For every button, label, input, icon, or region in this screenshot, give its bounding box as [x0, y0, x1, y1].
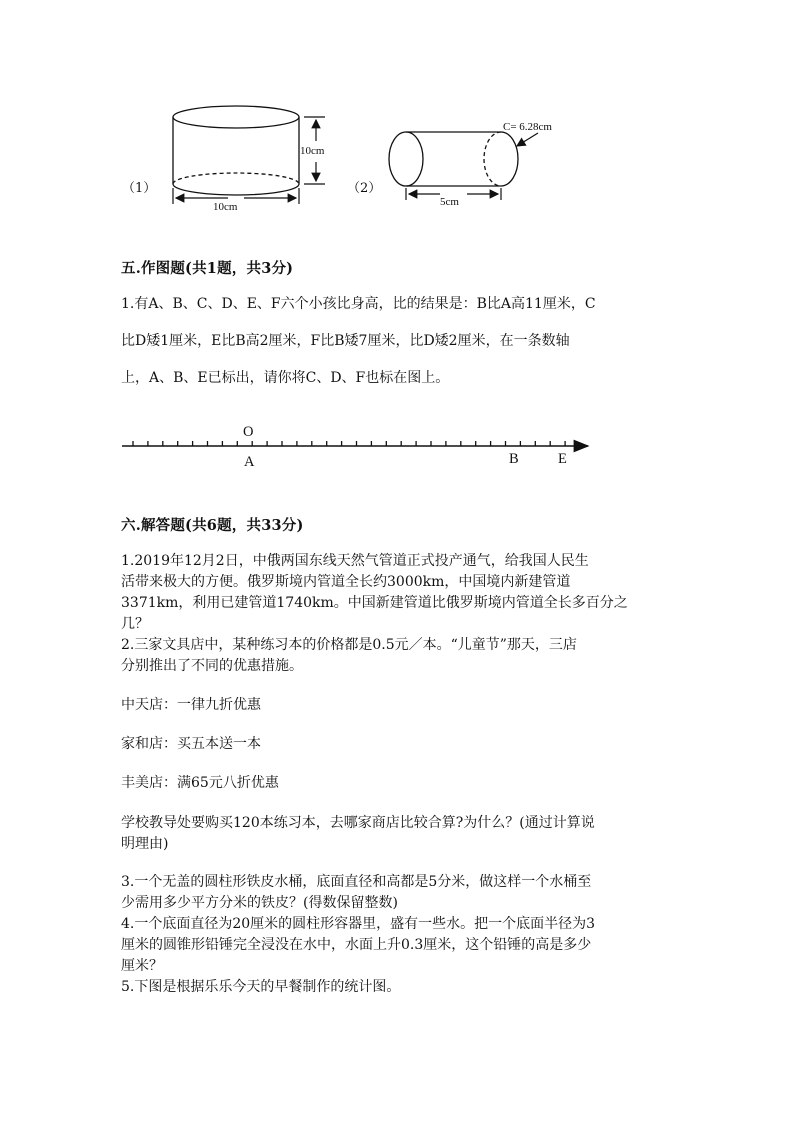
figure-2-circumference-label: C= 6.28cm	[503, 121, 552, 133]
question-line: 比D矮1厘米，E比B高2厘米，F比B矮7厘米，比D矮2厘米，在一条数轴	[121, 333, 570, 349]
question-line: 少需用多少平方分米的铁皮？(得数保留整数)	[121, 895, 398, 911]
figure-2-label: （2）	[347, 181, 382, 196]
number-line	[0, 420, 794, 460]
question-line: 明理由)	[121, 836, 169, 852]
question-line: 学校教导处要购买120本练习本，去哪家商店比较合算?为什么？(通过计算说	[121, 815, 595, 831]
question-line: 分别推出了不同的优惠措施。	[121, 658, 303, 674]
point-e-label: E	[558, 451, 567, 467]
question-line: 5.下图是根据乐乐今天的早餐制作的统计图。	[121, 979, 401, 995]
section-6-questions-3-5	[121, 872, 677, 998]
section-5-title: 五.作图题(共1题，共3分)	[121, 260, 294, 277]
section-6-question-2-ask	[121, 813, 677, 855]
upright-cylinder	[173, 106, 299, 195]
question-line: 活带来极大的方便。俄罗斯境内管道全长约3000km，中国境内新建管道	[121, 574, 571, 590]
question-line: 上，A、B、E已标出，请你将C、D、F也标在图上。	[121, 370, 450, 386]
circumference-pointer	[517, 133, 538, 146]
question-line: 几？	[121, 616, 149, 632]
question-line: 1.2019年12月2日，中俄两国东线天然气管道正式投产通气，给我国人民生	[121, 553, 589, 569]
cylinder-figures	[0, 0, 794, 230]
question-line: 1.有A、B、C、D、E、F六个小孩比身高，比的结果是：B比A高11厘米，C	[121, 296, 596, 312]
section-6-question-1	[121, 551, 677, 677]
horizontal-cylinder	[389, 132, 518, 186]
point-a-label: A	[244, 454, 255, 470]
question-line: 厘米？	[121, 958, 163, 974]
section-5-question-1	[121, 286, 681, 397]
shop-fengmei: 丰美店：满65元八折优惠	[121, 775, 279, 791]
question-line: 4.一个底面直径为20厘米的圆柱形容器里，盛有一些水。把一个底面半径为3	[121, 916, 596, 932]
shop-jiahe: 家和店：买五本送一本	[121, 736, 261, 752]
section-6-title: 六.解答题(共6题，共33分)	[121, 517, 304, 534]
origin-label: O	[243, 424, 254, 440]
figure-2-length-label: 5cm	[440, 196, 459, 208]
figure-1-height-label: 10cm	[300, 145, 325, 157]
question-line: 厘米的圆锥形铅锤完全浸没在水中，水面上升0.3厘米，这个铅锤的高是多少	[121, 937, 592, 953]
question-line: 3371km，利用已建管道1740km。中国新建管道比俄罗斯境内管道全长多百分之	[121, 595, 628, 611]
question-line: 2.三家文具店中，某种练习本的价格都是0.5元／本。“儿童节”那天，三店	[121, 637, 577, 653]
point-b-label: B	[509, 451, 519, 467]
question-line: 3.一个无盖的圆柱形铁皮水桶，底面直径和高都是5分米，做这样一个水桶至	[121, 874, 592, 890]
figure-1-diameter-label: 10cm	[213, 201, 238, 213]
figure-1-label: （1）	[122, 181, 157, 196]
shop-zhongtian: 中天店：一律九折优惠	[121, 697, 261, 713]
